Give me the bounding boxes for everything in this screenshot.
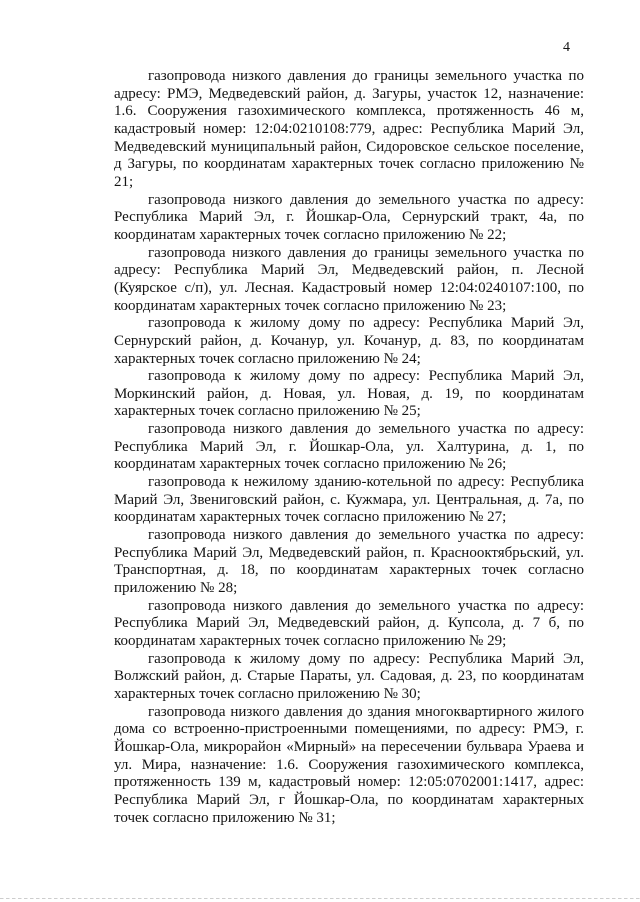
paragraph-appendix-27: газопровода к нежилому зданию-котельной по адресу: Республика Марий Эл, Звениговский район, с. Кужмара, ул. Центральная, д. 7а, по координатам характерных точек согласно приложению № 27; (114, 474, 584, 526)
paragraph-appendix-25: газопровода к жилому дому по адресу: Республика Марий Эл, Моркинский район, д. Новая, ул. Новая, д. 19, по координатам характерных точек согласно приложению № 25; (114, 368, 584, 420)
paragraph-appendix-22: газопровода низкого давления до земельного участка по адресу: Республика Марий Эл, г. Йошкар-Ола, Сернурский тракт, 4а, по координатам характерных точек согласно приложению № 22; (114, 191, 584, 243)
paragraph-appendix-28: газопровода низкого давления до земельного участка по адресу: Республика Марий Эл, Медведевский район, п. Краснооктябрьский, ул. Транспортная, д. 18, по координатам характерных точек согласно приложению № 28; (114, 527, 584, 597)
paragraph-appendix-24: газопровода к жилому дому по адресу: Республика Марий Эл, Сернурский район, д. Кочанур, ул. Кочанур, д. 83, по координатам характерных точек согласно приложению № 24; (114, 315, 584, 367)
paragraph-appendix-23: газопровода низкого давления до границы земельного участка по адресу: Республика Марий Эл, Медведевский район, п. Лесной (Куярское с/п), ул. Лесная. Кадастровый номер 12:04:0240107:100, по координатам характерных точек согласно приложению № 23; (114, 244, 584, 314)
page-number: 4 (563, 40, 570, 55)
scan-edge-line (0, 898, 640, 899)
paragraph-appendix-31: газопровода низкого давления до здания многоквартирного жилого дома со встроенно-пристроенными помещениями, по адресу: РМЭ, г. Йошкар-Ола, микрорайон «Мирный» на пересечении бульвара Ураева и ул. Мира, назначение: 1.6. Сооружения газохимического комплекса, протяженность 139 м, кадастровый номер: 12:05:0702001:1417, адрес: Республика Марий Эл, г Йошкар-Ола, по координатам характерных точек согласно приложению № 31; (114, 703, 584, 826)
document-body (114, 68, 584, 827)
paragraph-appendix-29: газопровода низкого давления до земельного участка по адресу: Республика Марий Эл, Медведевский район, д. Купсола, д. 7 б, по координатам характерных точек согласно приложению № 29; (114, 597, 584, 649)
paragraph-appendix-26: газопровода низкого давления до земельного участка по адресу: Республика Марий Эл, г. Йошкар-Ола, ул. Халтурина, д. 1, по координатам характерных точек согласно приложению № 26; (114, 421, 584, 473)
paragraph-appendix-21: газопровода низкого давления до границы земельного участка по адресу: РМЭ, Медведевский район, д. Загуры, участок 12, назначение: 1.6. Сооружения газохимического комплекса, протяженность 46 м, кадастровый номер: 12:04:0210108:779, адрес: Республика Марий Эл, Медведевский муниципальный район, Сидоровское сельское поселение, д Загуры, по координатам характерных точек согласно приложению № 21; (114, 68, 584, 190)
paragraph-appendix-30: газопровода к жилому дому по адресу: Республика Марий Эл, Волжский район, д. Старые Параты, ул. Садовая, д. 23, по координатам характерных точек согласно приложению № 30; (114, 650, 584, 702)
